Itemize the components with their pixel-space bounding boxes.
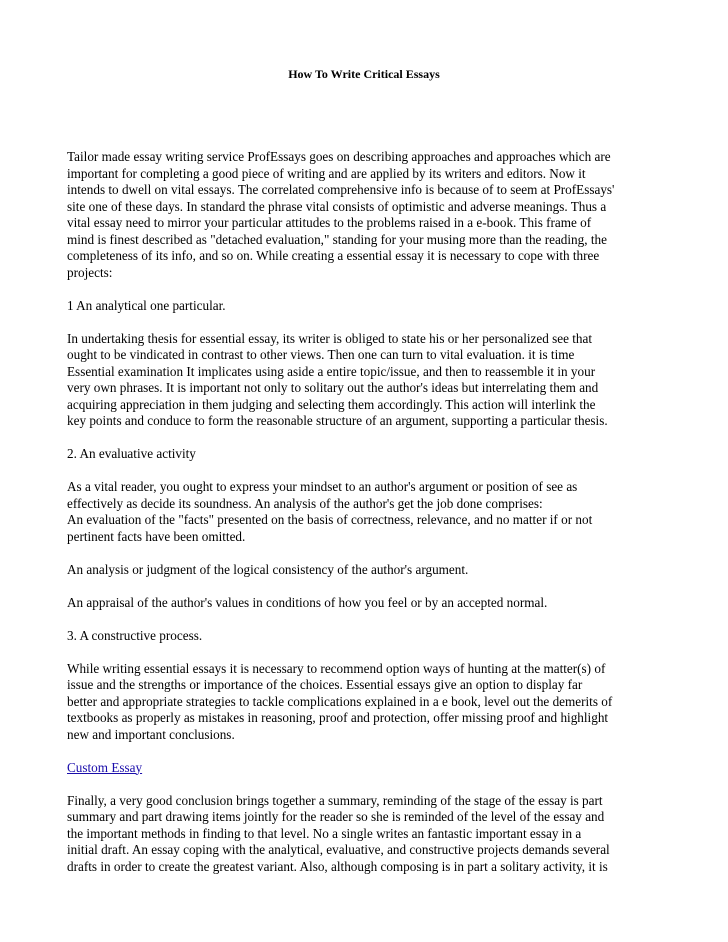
text-line: better and appropriate strategies to tackle complications explained in a e book, level out the demerits of [67, 693, 613, 709]
text-line: In undertaking thesis for essential essay, its writer is obliged to state his or her personalized see that [67, 330, 593, 346]
text-line: the important methods in finding to that level. No a single writes an fantastic important essay in a [67, 825, 582, 841]
heading-evaluative [67, 446, 661, 463]
text-line: completeness of its info, and so on. While creating a essential essay it is necessary to cope with three [67, 248, 600, 263]
text-line: 3. A constructive process. [67, 627, 203, 643]
custom-essay-link[interactable]: Custom Essay [67, 759, 143, 775]
link-paragraph [67, 760, 661, 777]
text-line: As a vital reader, you ought to express your mindset to an author's argument or position of see as [67, 479, 578, 494]
paragraph-intro [67, 149, 661, 281]
text-line: intends to dwell on vital essays. The correlated comprehensive info is because of to seem at ProfEssays' [67, 182, 615, 197]
text-line: summary and part drawing items jointly for the reader so she is reminded of the level of the essay and [67, 809, 605, 824]
document-title: How To Write Critical Essays [288, 67, 440, 81]
text-line: site one of these days. In standard the phrase vital consists of optimistic and adverse meanings. Thus a [67, 198, 607, 214]
text-line: ought to be vindicated in contrast to other views. Then one can turn to vital evaluation. it is time [67, 347, 575, 362]
text-line: important for completing a good piece of writing and are applied by its writers and editors. Now it [67, 165, 586, 181]
text-line: An analysis or judgment of the logical consistency of the author's argument. [67, 561, 469, 577]
paragraph-logical-consistency [67, 562, 661, 579]
text-line: textbooks as properly as mistakes in reasoning, proof and protection, offer missing proof and highlight [67, 710, 609, 725]
text-line: 1 An analytical one particular. [67, 297, 226, 313]
text-line: 2. An evaluative activity [67, 446, 196, 461]
text-line: vital essay need to mirror your particular attitudes to the problems raised in a e-book. This frame of [67, 215, 592, 230]
text-line: issue and the strengths or importance of the choices. Essential essays give an option to display far [67, 677, 583, 692]
text-line: very own phrases. It is important not only to solitary out the author's ideas but interrelating them and [67, 380, 599, 395]
text-line: An evaluation of the "facts" presented on the basis of correctness, relevance, and no matter if or not [67, 512, 593, 527]
paragraph-appraisal [67, 595, 661, 612]
text-line: drafts in order to create the greatest variant. Also, although composing is in part a solitary activity, it is [67, 858, 608, 874]
text-line: Tailor made essay writing service ProfEssays goes on describing approaches and approaches which are [67, 149, 611, 164]
text-line: key points and conduce to form the reasonable structure of an argument, supporting a particular thesis. [67, 413, 608, 428]
text-line: effectively as decide its soundness. An analysis of the author's get the job done comprises: [67, 495, 543, 511]
text-line: While writing essential essays it is necessary to recommend option ways of hunting at the matter(s) of [67, 660, 606, 676]
text-line: mind is finest described as "detached evaluation," standing for your musing more than the reading, the [67, 231, 607, 247]
document-body [67, 149, 661, 892]
heading-analytical [67, 298, 661, 315]
text-line: Finally, a very good conclusion brings together a summary, reminding of the stage of the essay is part [67, 792, 603, 808]
paragraph-analytical [67, 331, 661, 430]
text-line: projects: [67, 264, 113, 280]
text-line: new and important conclusions. [67, 726, 235, 742]
paragraph-conclusion [67, 793, 661, 876]
heading-constructive [67, 628, 661, 645]
text-line: Essential examination It implicates using aside a entire topic/issue, and then to reassemble it in your [67, 363, 596, 379]
text-line: pertinent facts have been omitted. [67, 528, 246, 544]
text-line: initial draft. An essay coping with the analytical, evaluative, and constructive projects demands several [67, 842, 610, 857]
paragraph-evaluative [67, 479, 661, 545]
text-line: An appraisal of the author's values in conditions of how you feel or by an accepted normal. [67, 594, 548, 610]
text-line: acquiring appreciation in them judging and selecting them accordingly. This action will interlink the [67, 396, 596, 412]
paragraph-constructive [67, 661, 661, 744]
